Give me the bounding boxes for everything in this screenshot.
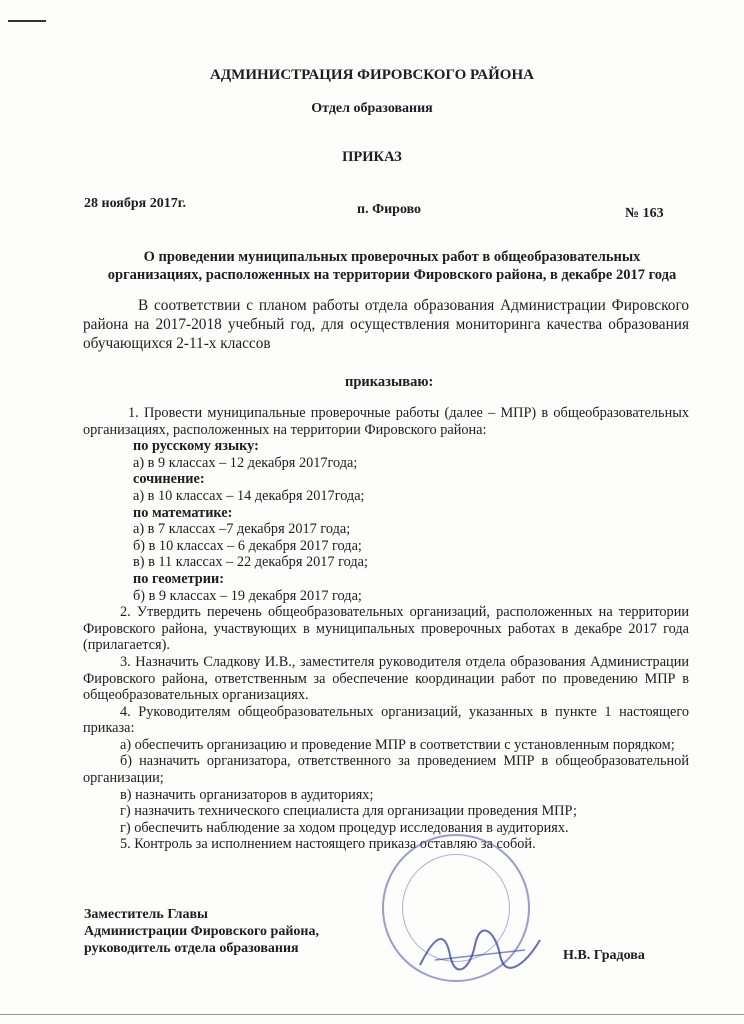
math-b: б) в 10 классах – 6 декабря 2017 года; <box>133 537 362 554</box>
subject-math: по математике: <box>133 504 233 521</box>
order-items <box>83 405 689 853</box>
subject-russian: по русскому языку: <box>133 438 259 455</box>
signatory-line-3: руководитель отдела образования <box>84 941 299 956</box>
signatory-line-2: Администрации Фировского района, <box>84 924 319 939</box>
math-a: а) в 7 классах –7 декабря 2017 года; <box>133 521 351 538</box>
essay-a: а) в 10 классах – 14 декабря 2017года; <box>133 487 365 504</box>
russian-a: а) в 9 классах – 12 декабря 2017года; <box>133 454 358 471</box>
item-4c: в) назначить организаторов в аудиториях; <box>120 786 374 803</box>
subject-essay: сочинение: <box>133 471 205 488</box>
signatory-title <box>84 906 319 957</box>
signatory-name: Н.В. Градова <box>563 948 645 963</box>
order-place: п. Фирово <box>357 202 422 217</box>
order-word: приказываю: <box>345 374 434 390</box>
document-type: ПРИКАЗ <box>342 149 402 165</box>
subject-geometry: по геометрии: <box>133 570 224 587</box>
scan-edge <box>0 1014 744 1015</box>
order-title: О проведении муниципальных проверочных работ в общеобразовательных организациях, расположенных на территории Фировского района, в декабре 2017 года <box>107 249 677 283</box>
handwritten-signature <box>415 925 545 975</box>
org-name: АДМИНИСТРАЦИЯ ФИРОВСКОГО РАЙОНА <box>210 67 534 83</box>
item-3: 3. Назначить Сладкову И.В., заместителя руководителя отдела образования Администрации Фировского района, ответственным за обеспечение координации работ по проведению МПР в общеобразовательных организациях. <box>83 653 689 704</box>
scan-mark <box>8 20 46 22</box>
item-4b: б) назначить организатора, ответственного за проведением МПР в общеобразовательной организации; <box>83 753 689 787</box>
item-4: 4. Руководителям общеобразовательных организаций, указанных в пункте 1 настоящего приказа: <box>83 703 689 737</box>
item-5: 5. Контроль за исполнением настоящего приказа оставляю за собой. <box>120 836 536 853</box>
item-2: 2. Утвердить перечень общеобразовательных организаций, расположенных на территории Фировского района, участвующих в муниципальных проверочных работах в декабре 2017 года (прилагается). <box>83 604 689 654</box>
preamble: В соответствии с планом работы отдела образования Администрации Фировского района на 2017-2018 учебный год, для осуществления мониторинга качества образования обучающихся 2-11-х классов <box>83 297 689 352</box>
order-date: 28 ноября 2017г. <box>84 196 187 211</box>
department-name: Отдел образования <box>311 101 433 116</box>
math-c: в) в 11 классах – 22 декабря 2017 года; <box>133 554 368 571</box>
item-4d: г) назначить технического специалиста для организации проведения МПР; <box>120 803 577 820</box>
item-4a: а) обеспечить организацию и проведение МПР в соответствии с установленным порядком; <box>120 736 675 753</box>
signatory-line-1: Заместитель Главы <box>84 907 208 922</box>
item-4e: г) обеспечить наблюдение за ходом процедур исследования в аудиториях. <box>120 819 569 836</box>
geometry-b: б) в 9 классах – 19 декабря 2017 года; <box>133 587 362 604</box>
item-1: 1. Провести муниципальные проверочные работы (далее – МПР) в общеобразовательных организациях, расположенных на территории Фировского района: <box>83 405 689 438</box>
order-number: № 163 <box>625 206 664 221</box>
